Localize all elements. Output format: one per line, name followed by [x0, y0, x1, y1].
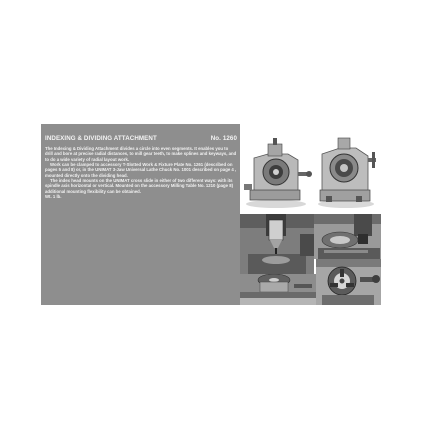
photo-milling-setup — [314, 214, 381, 259]
product-title: INDEXING & DIVIDING ATTACHMENT — [45, 135, 157, 142]
photo-collage — [240, 124, 381, 305]
photo-chuck-on-dividing-head — [316, 259, 381, 305]
description-text — [45, 146, 237, 199]
photo-dividing-head-cross-slide — [240, 274, 316, 305]
photo-drill-chuck — [240, 214, 314, 274]
header-row — [45, 135, 237, 142]
photo-dividing-head-rear — [312, 124, 381, 214]
weight-text: Wt. 1 lb. — [45, 194, 62, 200]
paragraph-intro: The Indexing & Dividing Attachment divides a circle into even segments. It enables you to drill and bore at precise radial distances, to mill gear teeth, to make splines and keyways, and to do a wide variety of radial layout work. — [45, 146, 237, 162]
paragraph-mounting: The index head mounts on the UNIMAT cross slide in either of two different ways: with its spindle axis horizontal or vertical. Mounted on the accessory Milling Table No. 1210 (page 8) additional mounting flexibility can be obtained. — [45, 178, 234, 194]
description-panel — [41, 124, 240, 305]
paragraph-clamping: Work can be clamped to accessory T-Slotted Work & Fixture Plate No. 1261 (described on pages 5 and 8) or, in the UNIMAT 3-Jaw Universal Lathe Chuck No. 1001 described on page 4 , mounted directly onto the dividing head. — [45, 162, 237, 178]
product-number: No. 1260 — [210, 135, 237, 142]
photo-dividing-head-front — [240, 124, 312, 214]
